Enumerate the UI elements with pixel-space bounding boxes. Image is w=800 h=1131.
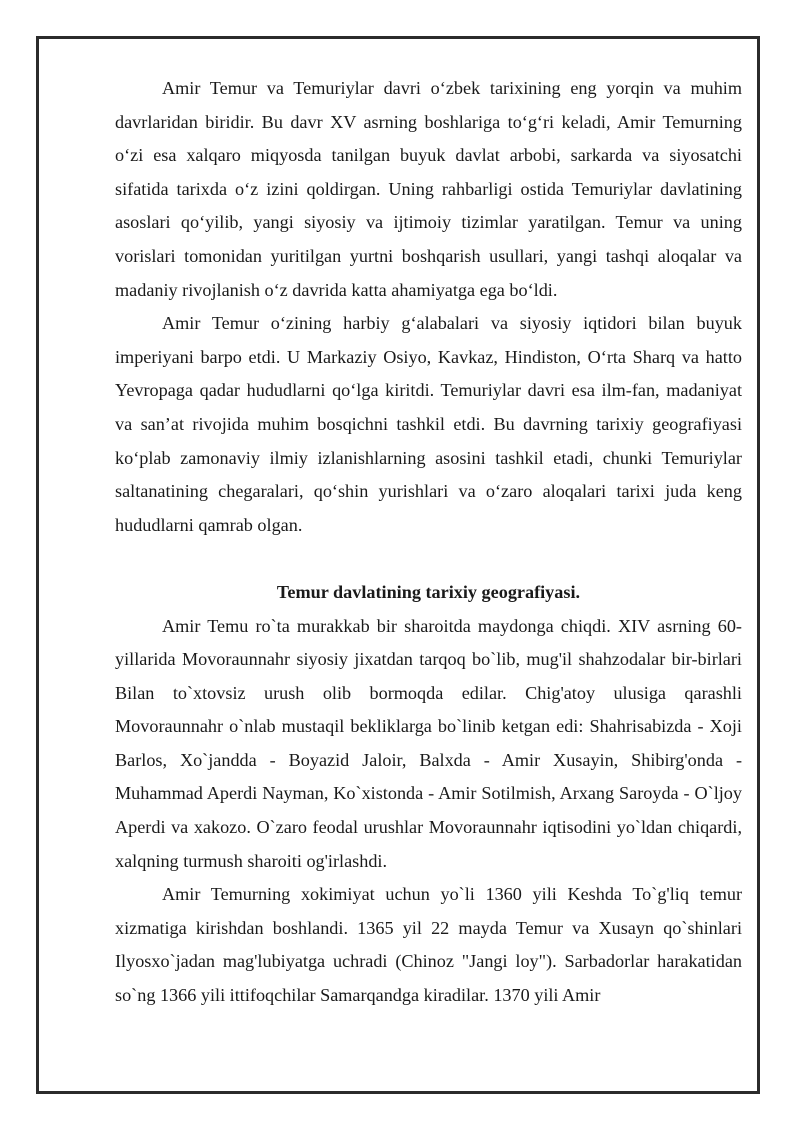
- paragraph-intro-2: Amir Temur o‘zining harbiy g‘alabalari va siyosiy iqtidori bilan buyuk imperiyani barpo etdi. U Markaziy Osiyo, Kavkaz, Hindiston, O‘rta Sharq va hatto Yevropaga qadar hududlarni qo‘lga kiritdi. Temuriylar davri esa ilm-fan, madaniyat va san’at rivojida muhim bosqichni tashkil etdi. Bu davrning tarixiy geografiyasi ko‘plab zamonaviy ilmiy izlanishlarning asosini tashkil etadi, chunki Temuriylar saltanatining chegaralari, qo‘shin yurishlari va o‘zaro aloqalari tarixi juda keng hududlarni qamrab olgan.: [115, 313, 742, 535]
- blank-line: [115, 542, 742, 576]
- paragraph-section-2: Amir Temurning xokimiyat uchun yo`li 1360 yili Keshda To`g'liq temur xizmatiga kirishdan boshlandi. 1365 yil 22 mayda Temur va Xusayn qo`shinlari Ilyosxo`jadan mag'lubiyatga uchradi (Chinoz "Jangi loy"). Sarbadorlar harakatidan so`ng 1366 yili ittifoqchilar Samarqandga kiradilar. 1370 yili Amir: [115, 884, 742, 1006]
- document-body: [115, 72, 742, 1013]
- paragraph-section-1: Amir Temu ro`ta murakkab bir sharoitda maydonga chiqdi. XIV asrning 60-yillarida Movoraunnahr siyosiy jixatdan tarqoq bo`lib, mug'il shahzodalar bir-birlari Bilan to`xtovsiz urush olib bormoqda edilar. Chig'atoy ulusiga qarashli Movoraunnahr o`nlab mustaqil bekliklarga bo`linib ketgan edi: Shahrisabizda - Xoji Barlos, Xo`jandda - Boyazid Jaloir, Balxda - Amir Xusayin, Shibirg'onda - Muhammad Aperdi Nayman, Ko`xistonda - Amir Sotilmish, Arxang Saroyda - O`ljoy Aperdi va xakozo. O`zaro feodal urushlar Movoraunnahr iqtisodini yo`ldan chiqardi, xalqning turmush sharoiti og'irlashdi.: [115, 615, 742, 871]
- paragraph-intro-1: Amir Temur va Temuriylar davri o‘zbek tarixining eng yorqin va muhim davrlaridan biridir. Bu davr XV asrning boshlariga to‘g‘ri keladi, Amir Temurning o‘zi esa xalqaro miqyosda tanilgan buyuk davlat arbobi, sarkarda va siyosatchi sifatida tarixda o‘z izini qoldirgan. Uning rahbarligi ostida Temuriylar davlatining asoslari qo‘yilib, yangi siyosiy va ijtimoiy tizimlar yaratilgan. Temur va uning vorislari tomonidan yuritilgan yurtni boshqarish usullari, yangi tashqi aloqalar va madaniy rivojlanish o‘z davrida katta ahamiyatga ega bo‘ldi.: [115, 78, 742, 300]
- section-heading: Temur davlatining tarixiy geografiyasi.: [276, 581, 581, 602]
